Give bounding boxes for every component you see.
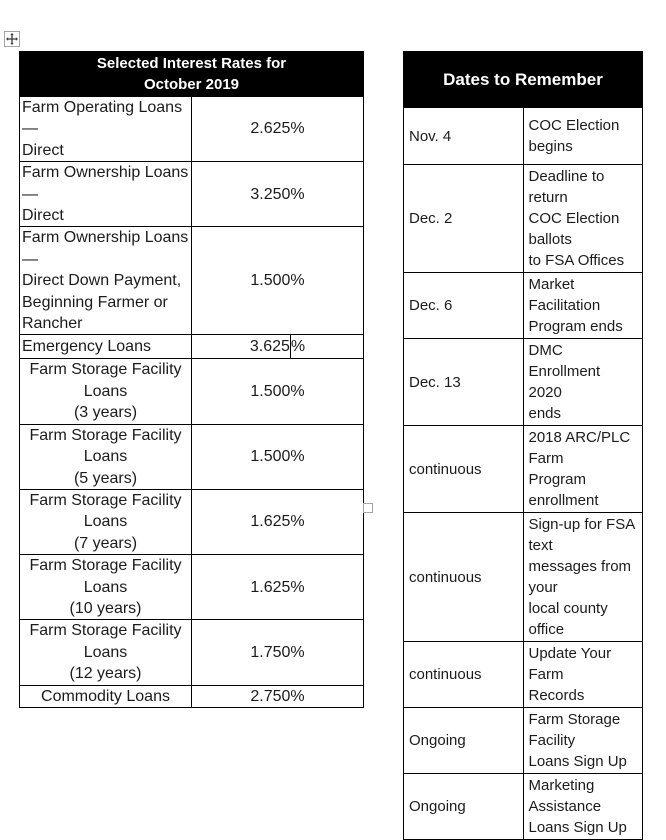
move-cross-icon (6, 33, 18, 45)
event-cell (523, 426, 643, 513)
event-line: COC Election begins (528, 117, 620, 155)
event-cell (523, 513, 643, 642)
event-line: DMC Enrollment 2020 (528, 342, 601, 401)
loan-rate-cell: 1.500% (192, 227, 364, 335)
event-line: to FSA Offices (528, 252, 625, 269)
event-line: COC Election ballots (528, 210, 620, 248)
event-line: Market Facilitation (528, 276, 601, 314)
date-cell: Nov. 4 (404, 108, 524, 165)
loan-name-cell (20, 489, 192, 554)
table-row (20, 424, 364, 489)
percent-sign: % (290, 338, 306, 356)
loan-name-line: Beginning Farmer or Rancher (22, 293, 168, 333)
table-row (404, 108, 643, 165)
loan-name-cell (20, 555, 192, 620)
table-resize-handle[interactable] (363, 503, 373, 513)
event-cell (523, 273, 643, 339)
date-cell: continuous (404, 426, 524, 513)
loan-name-line: Farm Operating Loans — (22, 99, 183, 138)
loan-name-cell (20, 335, 192, 359)
loan-name-line: Direct (22, 141, 64, 159)
loan-name-line: Farm Ownership Loans — (22, 229, 189, 268)
loan-name-cell (20, 227, 192, 335)
date-cell: Ongoing (404, 708, 524, 774)
loan-name-line: (7 years) (73, 534, 138, 552)
table-row (20, 620, 364, 685)
loan-rate-cell: 3.250% (192, 162, 364, 227)
event-line: 2018 ARC/PLC Farm (528, 429, 631, 467)
event-line: Marketing Assistance (528, 777, 602, 815)
loan-name-line: (12 years) (69, 665, 142, 683)
event-cell (523, 774, 643, 840)
rate-field-box (192, 335, 363, 358)
interest-rates-table (19, 51, 364, 708)
event-cell (523, 642, 643, 708)
table-row (20, 489, 364, 554)
event-line: Loans Sign Up (528, 753, 627, 770)
interest-table-title (20, 52, 364, 97)
interest-table-title-line1: Selected Interest Rates for (96, 54, 287, 72)
table-row (404, 165, 643, 273)
date-cell: Ongoing (404, 774, 524, 840)
loan-rate-cell: 2.625% (192, 97, 364, 162)
table-row (20, 359, 364, 424)
loan-name-line: (5 years) (73, 469, 138, 487)
loan-name-cell (20, 359, 192, 424)
loan-name-line: (10 years) (69, 599, 142, 617)
event-line: Update Your Farm (528, 645, 612, 683)
event-cell (523, 339, 643, 426)
loan-name-line: Farm Storage Facility Loans (29, 557, 182, 596)
loan-name-line: Farm Storage Facility Loans (29, 361, 182, 400)
event-line: Sign-up for FSA text (528, 516, 635, 554)
event-cell (523, 708, 643, 774)
event-line: Deadline to return (528, 168, 605, 206)
date-cell: Dec. 13 (404, 339, 524, 426)
loan-rate-cell: 2.750% (192, 685, 364, 707)
table-row (404, 774, 643, 840)
loan-name-line: Emergency Loans (22, 338, 151, 356)
loan-rate-cell: 1.625% (192, 555, 364, 620)
event-cell (523, 108, 643, 165)
table-row (20, 335, 364, 359)
date-cell: Dec. 6 (404, 273, 524, 339)
table-header-row (404, 52, 643, 108)
table-row (20, 555, 364, 620)
loan-rate-cell: 1.750% (192, 620, 364, 685)
rate-value: 3.625 (249, 338, 290, 356)
loan-name-cell (20, 97, 192, 162)
table-row (404, 339, 643, 426)
dates-table-title: Dates to Remember (404, 52, 643, 108)
loan-name-line: Farm Ownership Loans — (22, 164, 189, 203)
table-move-handle[interactable] (4, 31, 20, 47)
loan-name-cell (20, 620, 192, 685)
date-cell: Dec. 2 (404, 165, 524, 273)
loan-name-line: Farm Storage Facility Loans (29, 491, 182, 531)
dates-table-body (404, 108, 643, 840)
table-row (404, 426, 643, 513)
event-line: ends (528, 405, 562, 422)
date-cell: continuous (404, 642, 524, 708)
loan-name-line: Direct Down Payment, (22, 272, 182, 290)
date-cell: continuous (404, 513, 524, 642)
loan-name-line: Farm Storage Facility Loans (29, 426, 182, 466)
loan-name-cell (20, 162, 192, 227)
loan-name-line: Commodity Loans (41, 687, 170, 705)
loan-name-cell (20, 685, 192, 707)
table-row (404, 708, 643, 774)
loan-name-line: (3 years) (73, 404, 138, 422)
event-line: local county office (528, 600, 608, 638)
loan-name-line: Direct (22, 207, 64, 225)
event-line: Records (528, 687, 585, 704)
event-line: Program enrollment (528, 471, 599, 509)
interest-table-body (20, 97, 364, 708)
table-row (20, 162, 364, 227)
event-line: Program ends (528, 318, 623, 335)
loan-rate-cell: 1.500% (192, 424, 364, 489)
loan-rate-cell: 1.500% (192, 359, 364, 424)
table-row (404, 273, 643, 339)
event-line: Loans Sign Up (528, 819, 627, 836)
interest-table-title-line2: October 2019 (143, 76, 240, 93)
loan-rate-cell (192, 335, 364, 359)
table-header-row (20, 52, 364, 97)
dates-to-remember-table (403, 51, 643, 840)
table-row (20, 227, 364, 335)
table-row (20, 97, 364, 162)
event-cell (523, 165, 643, 273)
loan-name-line: Farm Storage Facility Loans (29, 622, 182, 661)
loan-rate-cell: 1.625% (192, 489, 364, 554)
loan-name-cell (20, 424, 192, 489)
table-row (404, 513, 643, 642)
table-row (404, 642, 643, 708)
event-line: Farm Storage Facility (528, 711, 621, 749)
event-line: messages from your (528, 558, 632, 596)
table-row (20, 685, 364, 707)
